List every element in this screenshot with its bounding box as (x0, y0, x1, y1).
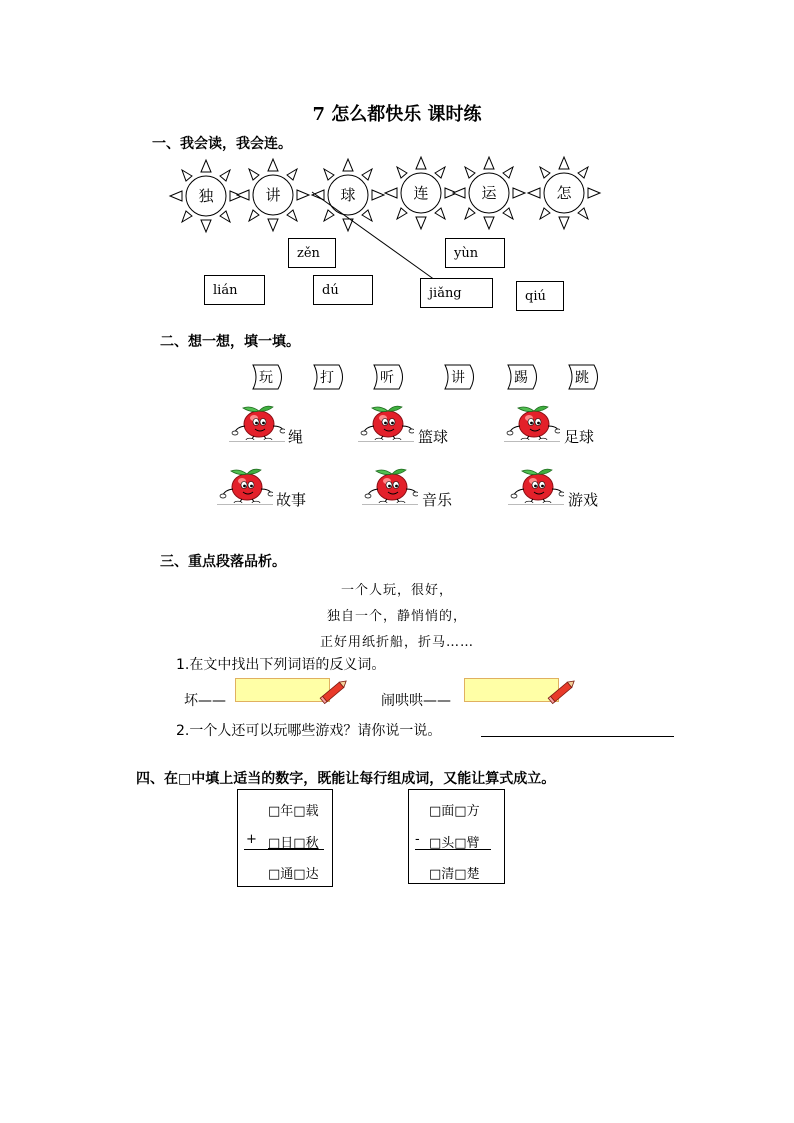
poem-line: 独自一个，静悄悄的， (326, 609, 467, 624)
apple-mascot-icon (358, 402, 414, 440)
fill-blank-line[interactable] (358, 441, 414, 442)
math-box-2 (408, 789, 505, 884)
verb-shield[interactable] (373, 364, 407, 390)
verb-label: 踢 (514, 370, 528, 386)
apple-mascot-icon (362, 465, 418, 503)
noun-label: 音乐 (422, 491, 453, 509)
sun-char-du: 独 (198, 187, 214, 205)
sun-char-yun: 运 (481, 184, 497, 202)
antonym-prompt-right: 闹哄哄—— (381, 693, 451, 709)
verb-shield[interactable] (568, 364, 602, 390)
verb-label: 玩 (259, 370, 273, 386)
apple-mascot-icon (217, 465, 273, 503)
answer-box-right[interactable] (464, 678, 559, 702)
sun-char-qiu: 球 (340, 186, 356, 204)
section1-heading: 一、我会读，我会连。 (152, 136, 292, 152)
sun-char-jiang: 讲 (265, 186, 281, 204)
math-row[interactable]: □清□楚 (429, 867, 480, 882)
verb-label: 打 (320, 370, 334, 386)
verb-label: 跳 (575, 370, 589, 386)
pinyin-box-lian[interactable]: lián (204, 275, 265, 305)
noun-label: 游戏 (568, 491, 599, 509)
fill-blank-line[interactable] (508, 504, 564, 505)
verb-shield[interactable] (252, 364, 286, 390)
noun-label: 篮球 (418, 428, 449, 446)
antonym-prompt-left: 坏—— (184, 693, 226, 709)
math-row[interactable]: □面□方 (429, 804, 480, 819)
math-row[interactable]: □头□臂 (429, 836, 480, 851)
math-operator: + (246, 832, 257, 847)
noun-label: 故事 (276, 491, 307, 509)
fill-blank-line[interactable] (229, 441, 285, 442)
difference-line (415, 849, 491, 850)
page-title: 7 怎么都快乐 课时练 (312, 104, 482, 125)
sun-char-lian: 连 (413, 184, 429, 202)
sun-char-zen: 怎 (556, 184, 572, 202)
section2-heading: 二、想一想，填一填。 (160, 334, 300, 350)
fill-blank-line[interactable] (504, 441, 560, 442)
math-box-1 (237, 789, 333, 887)
math-row[interactable]: □通□达 (268, 867, 319, 882)
pencil-icon (318, 676, 352, 706)
verb-label: 听 (380, 370, 394, 386)
pinyin-box-qiu[interactable]: qiú (516, 281, 564, 311)
poem-line: 一个人玩，很好， (340, 583, 453, 598)
verb-shield[interactable] (444, 364, 478, 390)
verb-shield[interactable] (313, 364, 347, 390)
verb-shield[interactable] (507, 364, 541, 390)
question-1: 1.在文中找出下列词语的反义词。 (176, 657, 386, 673)
apple-mascot-icon (504, 402, 560, 440)
question-2: 2.一个人还可以玩哪些游戏？请你说一说。 (176, 723, 442, 739)
math-row[interactable]: □年□载 (268, 804, 319, 819)
pencil-icon (546, 676, 580, 706)
fill-blank-line[interactable] (362, 504, 418, 505)
noun-label: 绳 (288, 428, 304, 446)
section4-heading: 四、在□中填上适当的数字，既能让每行组成词，又能让算式成立。 (136, 771, 556, 787)
answer-box-left[interactable] (235, 678, 330, 702)
math-row[interactable]: □日□秋 (268, 836, 319, 851)
noun-label: 足球 (564, 428, 595, 446)
fill-blank-line[interactable] (217, 504, 273, 505)
section3-heading: 三、重点段落品析。 (160, 554, 286, 570)
verb-label: 讲 (451, 370, 465, 386)
pinyin-box-jiang[interactable]: jiǎng (420, 278, 493, 308)
math-operator: - (415, 832, 420, 847)
sum-line (244, 849, 324, 850)
pinyin-box-du[interactable]: dú (313, 275, 373, 305)
apple-mascot-icon (229, 402, 285, 440)
pinyin-box-yun[interactable]: yùn (445, 238, 505, 268)
answer-line[interactable] (481, 736, 674, 737)
apple-mascot-icon (508, 465, 564, 503)
poem-line: 正好用纸折船，折马…… (319, 635, 474, 650)
pinyin-box-zen[interactable]: zěn (288, 238, 336, 268)
